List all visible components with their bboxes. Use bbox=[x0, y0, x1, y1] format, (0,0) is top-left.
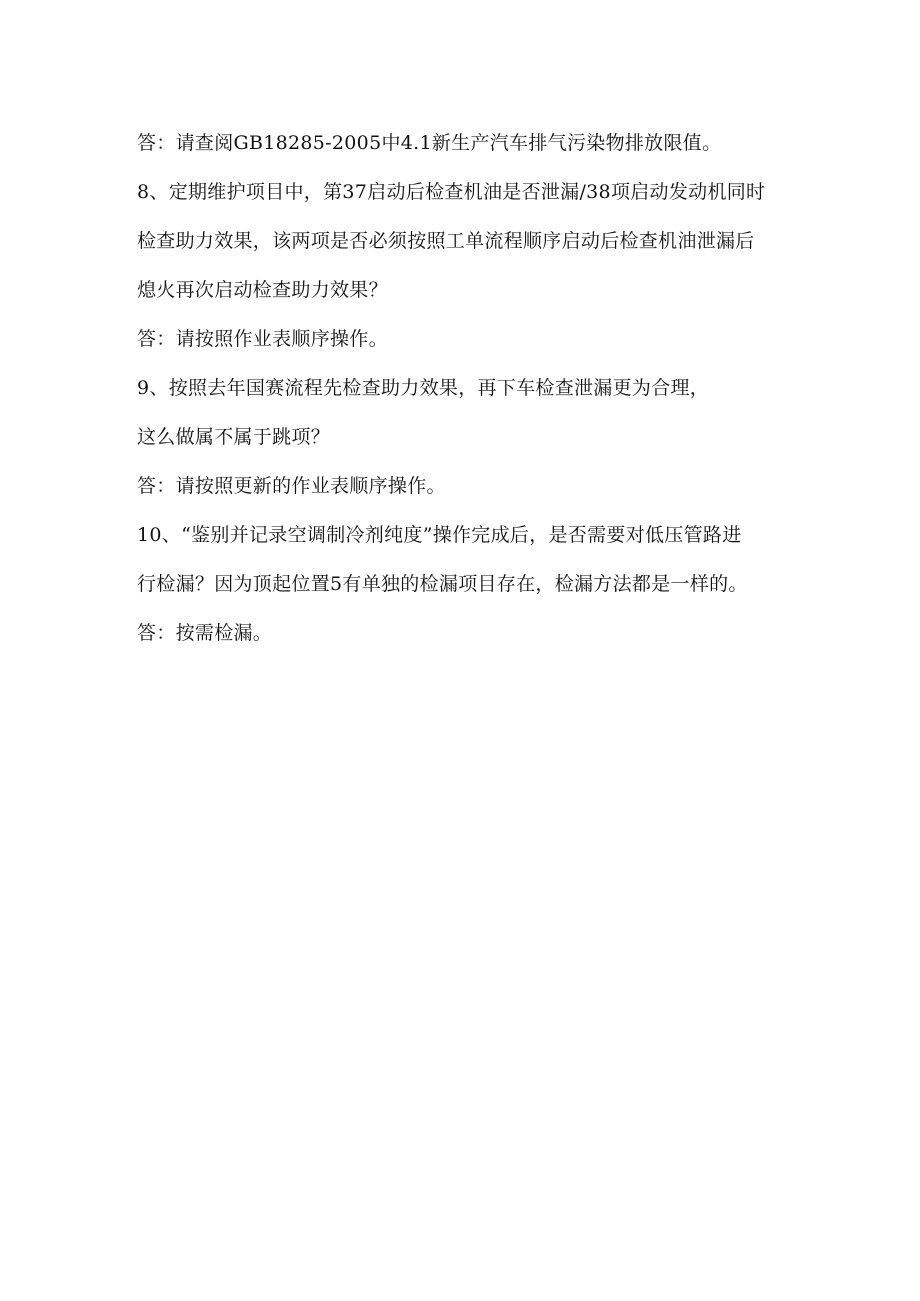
question-9-line-1: 9、按照去年国赛流程先检查助力效果，再下车检查泄漏更为合理， bbox=[137, 377, 710, 399]
question-10-line-2: 行检漏？因为顶起位置5有单独的检漏项目存在，检漏方法都是一样的。 bbox=[137, 573, 748, 595]
question-8-line-3: 熄火再次启动检查助力效果？ bbox=[137, 279, 388, 301]
question-9-line-2: 这么做属不属于跳项？ bbox=[137, 426, 331, 448]
question-10-line-1: 10、“鉴别并记录空调制冷剂纯度”操作完成后，是否需要对低压管路进 bbox=[137, 524, 742, 546]
answer-9-text: 答：请按照更新的作业表顺序操作。 bbox=[137, 475, 446, 497]
answer-7-text: 答：请查阅GB18285-2005中4.1新生产汽车排气污染物排放限值。 bbox=[137, 132, 722, 154]
answer-10-text: 答：按需检漏。 bbox=[137, 622, 273, 644]
question-8-line-2: 检查助力效果，该两项是否必须按照工单流程顺序启动后检查机油泄漏后 bbox=[137, 230, 755, 252]
answer-8-text: 答：请按照作业表顺序操作。 bbox=[137, 328, 388, 350]
question-8-line-1: 8、定期维护项目中，第37启动后检查机油是否泄漏/38项启动发动机同时 bbox=[137, 181, 766, 203]
